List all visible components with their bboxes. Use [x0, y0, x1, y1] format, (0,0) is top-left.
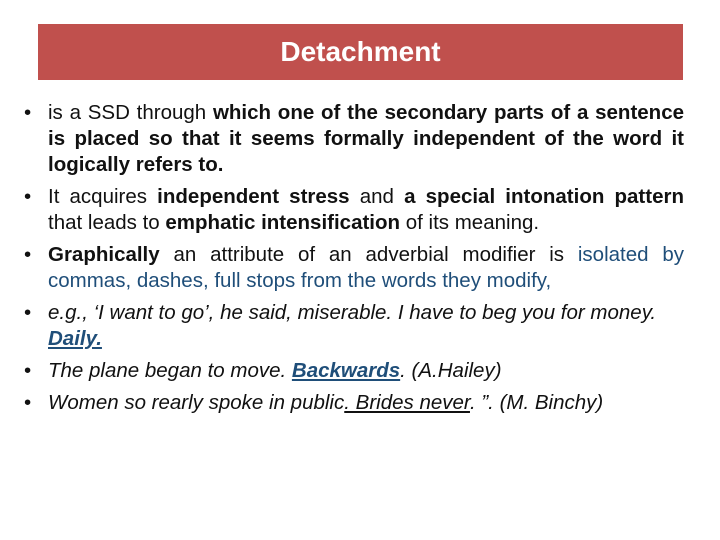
bullet-symbol: • — [24, 301, 32, 324]
slide-title: Detachment — [280, 36, 441, 67]
bullet-symbol: • — [24, 359, 32, 382]
bullet-text-segment: which one of the secondary parts of a sentence is placed so that it seems formally independent of the word it logically refers to. — [48, 101, 684, 176]
bullet-text-segment: . Brides never — [344, 391, 470, 414]
bullet-text-segment: isolated by commas, dashes, full stops from the words they modify, — [48, 243, 684, 292]
bullet-item — [22, 390, 684, 416]
bullet-item — [22, 242, 684, 294]
bullet-text-segment: . (A.Hailey) — [400, 359, 502, 382]
bullet-text-segment: independent stress — [157, 185, 350, 208]
bullet-symbol: • — [24, 243, 32, 266]
bullet-text-segment: an attribute of an adverbial modifier is — [159, 243, 565, 266]
title-bar — [38, 24, 683, 80]
bullet-text-segment: It acquires — [48, 185, 158, 208]
bullet-text-segment: that leads to — [48, 211, 166, 234]
bullet-symbol: • — [24, 391, 32, 414]
bullet-text-segment: emphatic intensification — [165, 211, 401, 234]
bullet-item — [22, 358, 684, 384]
bullet-text-segment: Daily. — [48, 327, 102, 350]
bullet-list — [22, 100, 684, 422]
bullet-text-segment: Graphically — [48, 243, 160, 266]
bullet-symbol: • — [24, 185, 32, 208]
bullet-text-segment: is a SSD through — [48, 101, 213, 124]
bullet-text-segment: . ”. (M. Binchy) — [469, 391, 604, 414]
bullet-item — [22, 184, 684, 236]
bullet-text-segment: Backwards — [291, 359, 401, 382]
bullet-text-segment: e.g., ‘I want to go’, he said, miserable. I have to beg you for money. — [48, 301, 657, 324]
bullet-text-segment: The plane began to move. — [48, 359, 292, 382]
bullet-text-segment: and — [349, 185, 405, 208]
bullet-text-segment: Women so rearly spoke in public — [48, 391, 345, 414]
bullet-item — [22, 300, 684, 352]
bullet-item — [22, 100, 684, 178]
bullet-symbol: • — [24, 101, 32, 124]
bullet-text-segment: a special intonation pattern — [404, 185, 684, 208]
bullet-text-segment: of its meaning. — [400, 211, 540, 234]
